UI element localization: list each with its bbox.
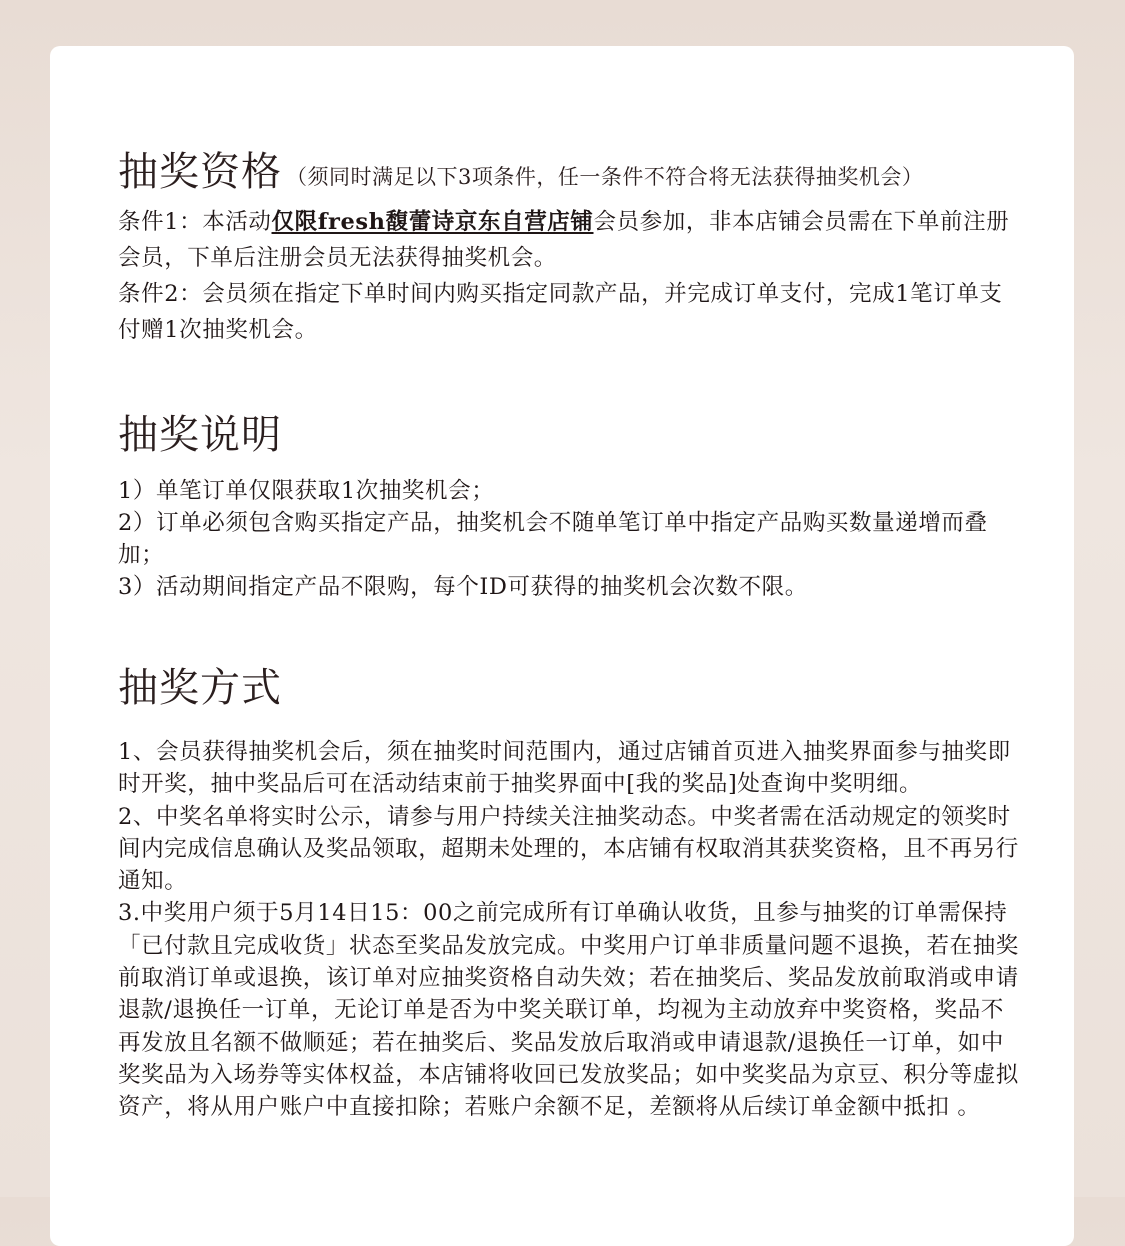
method-item: 1、会员获得抽奖机会后，须在抽奖时间范围内，通过店铺首页进入抽奖界面参与抽奖即时开奖，抽中奖品后可在活动结束前于抽奖界面中[我的奖品]处查询中奖明细。 (118, 739, 1011, 798)
condition-1-suffix: 会员参加，非本店铺会员需在下单前注册会员，下单后注册会员无法获得抽奖机会。 (118, 209, 1010, 271)
method-item: 3.中奖用户须于5月14日15：00之前完成所有订单确认收货，且参与抽奖的订单需保持「已付款且完成收货」状态至奖品发放完成。中奖用户订单非质量问题不退换，若在抽奖前取消订单或退换，该订单对应抽奖资格自动失效；若在抽奖后、奖品发放前取消或申请退款/退换任一订单，无论订单是否为中奖关联订单，均视为主动放弃中奖资格，奖品不再发放且名额不做顺延；若在抽奖后、奖品发放后取消或申请退款/退换任一订单，如中奖奖品为入场券等实体权益，本店铺将收回已发放奖品；如中奖奖品为京豆、积分等虚拟资产，将从用户账户中直接扣除；若账户余额不足，差额将从后续订单金额中抵扣 。 (118, 900, 1019, 1121)
rules-list (118, 475, 1024, 603)
rule-item: 1）单笔订单仅限获取1次抽奖机会； (118, 478, 495, 504)
rules-heading-row (118, 409, 1024, 461)
method-item: 2、中奖名单将实时公示，请参与用户持续关注抽奖动态。中奖者需在活动规定的领奖时间内完成信息确认及奖品领取，超期未处理的，本店铺有权取消其获奖资格，且不再另行通知。 (118, 803, 1019, 895)
condition-1-prefix: 条件1：本活动 (118, 209, 272, 235)
qualification-conditions (118, 204, 1024, 348)
rules-section (118, 409, 1024, 603)
qualification-note: （须同时满足以下3项条件，任一条件不符合将无法获得抽奖机会） (286, 165, 924, 189)
qualification-section (118, 146, 1024, 348)
rules-card (50, 46, 1074, 1246)
method-section (118, 662, 1024, 1124)
rules-title: 抽奖说明 (118, 412, 282, 458)
shop-name-link[interactable]: 仅限fresh馥蕾诗京东自营店铺 (271, 209, 594, 235)
rule-item: 3）活动期间指定产品不限购，每个ID可获得的抽奖机会次数不限。 (118, 574, 808, 600)
method-title: 抽奖方式 (118, 665, 282, 711)
condition-2: 条件2：会员须在指定下单时间内购买指定同款产品，并完成订单支付，完成1笔订单支付赠1次抽奖机会。 (118, 281, 1003, 343)
method-heading-row (118, 662, 1024, 714)
method-list (118, 736, 1024, 1124)
qualification-heading-row (118, 146, 1024, 198)
rule-item: 2）订单必须包含购买指定产品，抽奖机会不随单笔订单中指定产品购买数量递增而叠加； (118, 510, 988, 568)
condition-1 (118, 204, 1024, 276)
qualification-title: 抽奖资格 (118, 149, 282, 195)
